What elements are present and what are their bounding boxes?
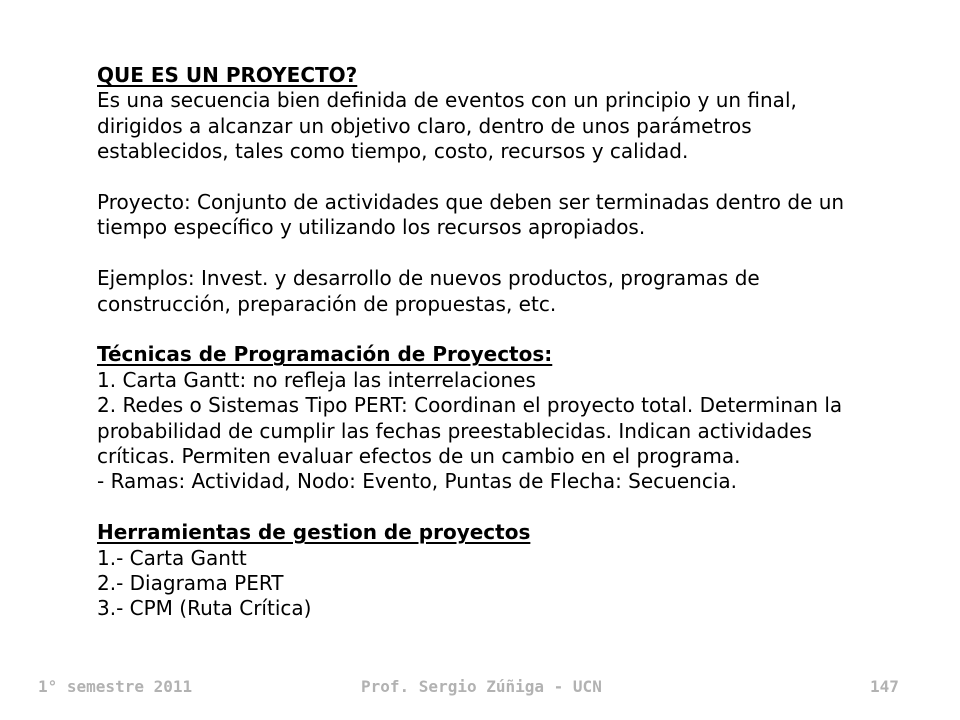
paragraph-spacer — [97, 495, 927, 520]
technique-line: 1. Carta Gantt: no refleja las interrelaciones — [97, 367, 536, 392]
technique-line: críticas. Permiten evaluar efectos de un cambio en el programa. — [97, 444, 741, 469]
technique-line: probabilidad de cumplir las fechas preestablecidas. Indican actividades — [97, 418, 812, 443]
tool-list-item: 2.- Diagrama PERT — [97, 571, 284, 596]
section-heading-tecnicas: Técnicas de Programación de Proyectos: — [97, 342, 553, 367]
definition-line: dirigidos a alcanzar un objetivo claro, dentro de unos parámetros — [97, 113, 752, 138]
section-heading-que-es-un-proyecto: QUE ES UN PROYECTO? — [97, 63, 358, 87]
footer-page-number: 147 — [870, 677, 899, 696]
technique-line: - Ramas: Actividad, Nodo: Evento, Puntas de Flecha: Secuencia. — [97, 469, 737, 494]
definition-line: Es una secuencia bien definida de eventos con un principio y un final, — [97, 88, 797, 113]
footer-author: Prof. Sergio Zúñiga - UCN — [361, 677, 602, 696]
proyecto-definition-line: Proyecto: Conjunto de actividades que deben ser terminadas dentro de un — [97, 190, 845, 215]
tool-list-item: 1.- Carta Gantt — [97, 545, 247, 570]
technique-line: 2. Redes o Sistemas Tipo PERT: Coordinan el proyecto total. Determinan la — [97, 393, 843, 418]
paragraph-spacer — [97, 165, 927, 190]
examples-line: construcción, preparación de propuestas, etc. — [97, 291, 557, 316]
paragraph-spacer — [97, 317, 927, 342]
tool-list-item: 3.- CPM (Ruta Crítica) — [97, 596, 312, 621]
proyecto-definition-line: tiempo específico y utilizando los recursos apropiados. — [97, 215, 646, 240]
section-heading-herramientas: Herramientas de gestion de proyectos — [97, 520, 531, 545]
slide-content — [97, 63, 927, 622]
paragraph-spacer — [97, 241, 927, 266]
examples-line: Ejemplos: Invest. y desarrollo de nuevos productos, programas de — [97, 266, 760, 291]
footer-semester: 1° semestre 2011 — [38, 677, 193, 696]
definition-line: establecidos, tales como tiempo, costo, recursos y calidad. — [97, 139, 689, 164]
